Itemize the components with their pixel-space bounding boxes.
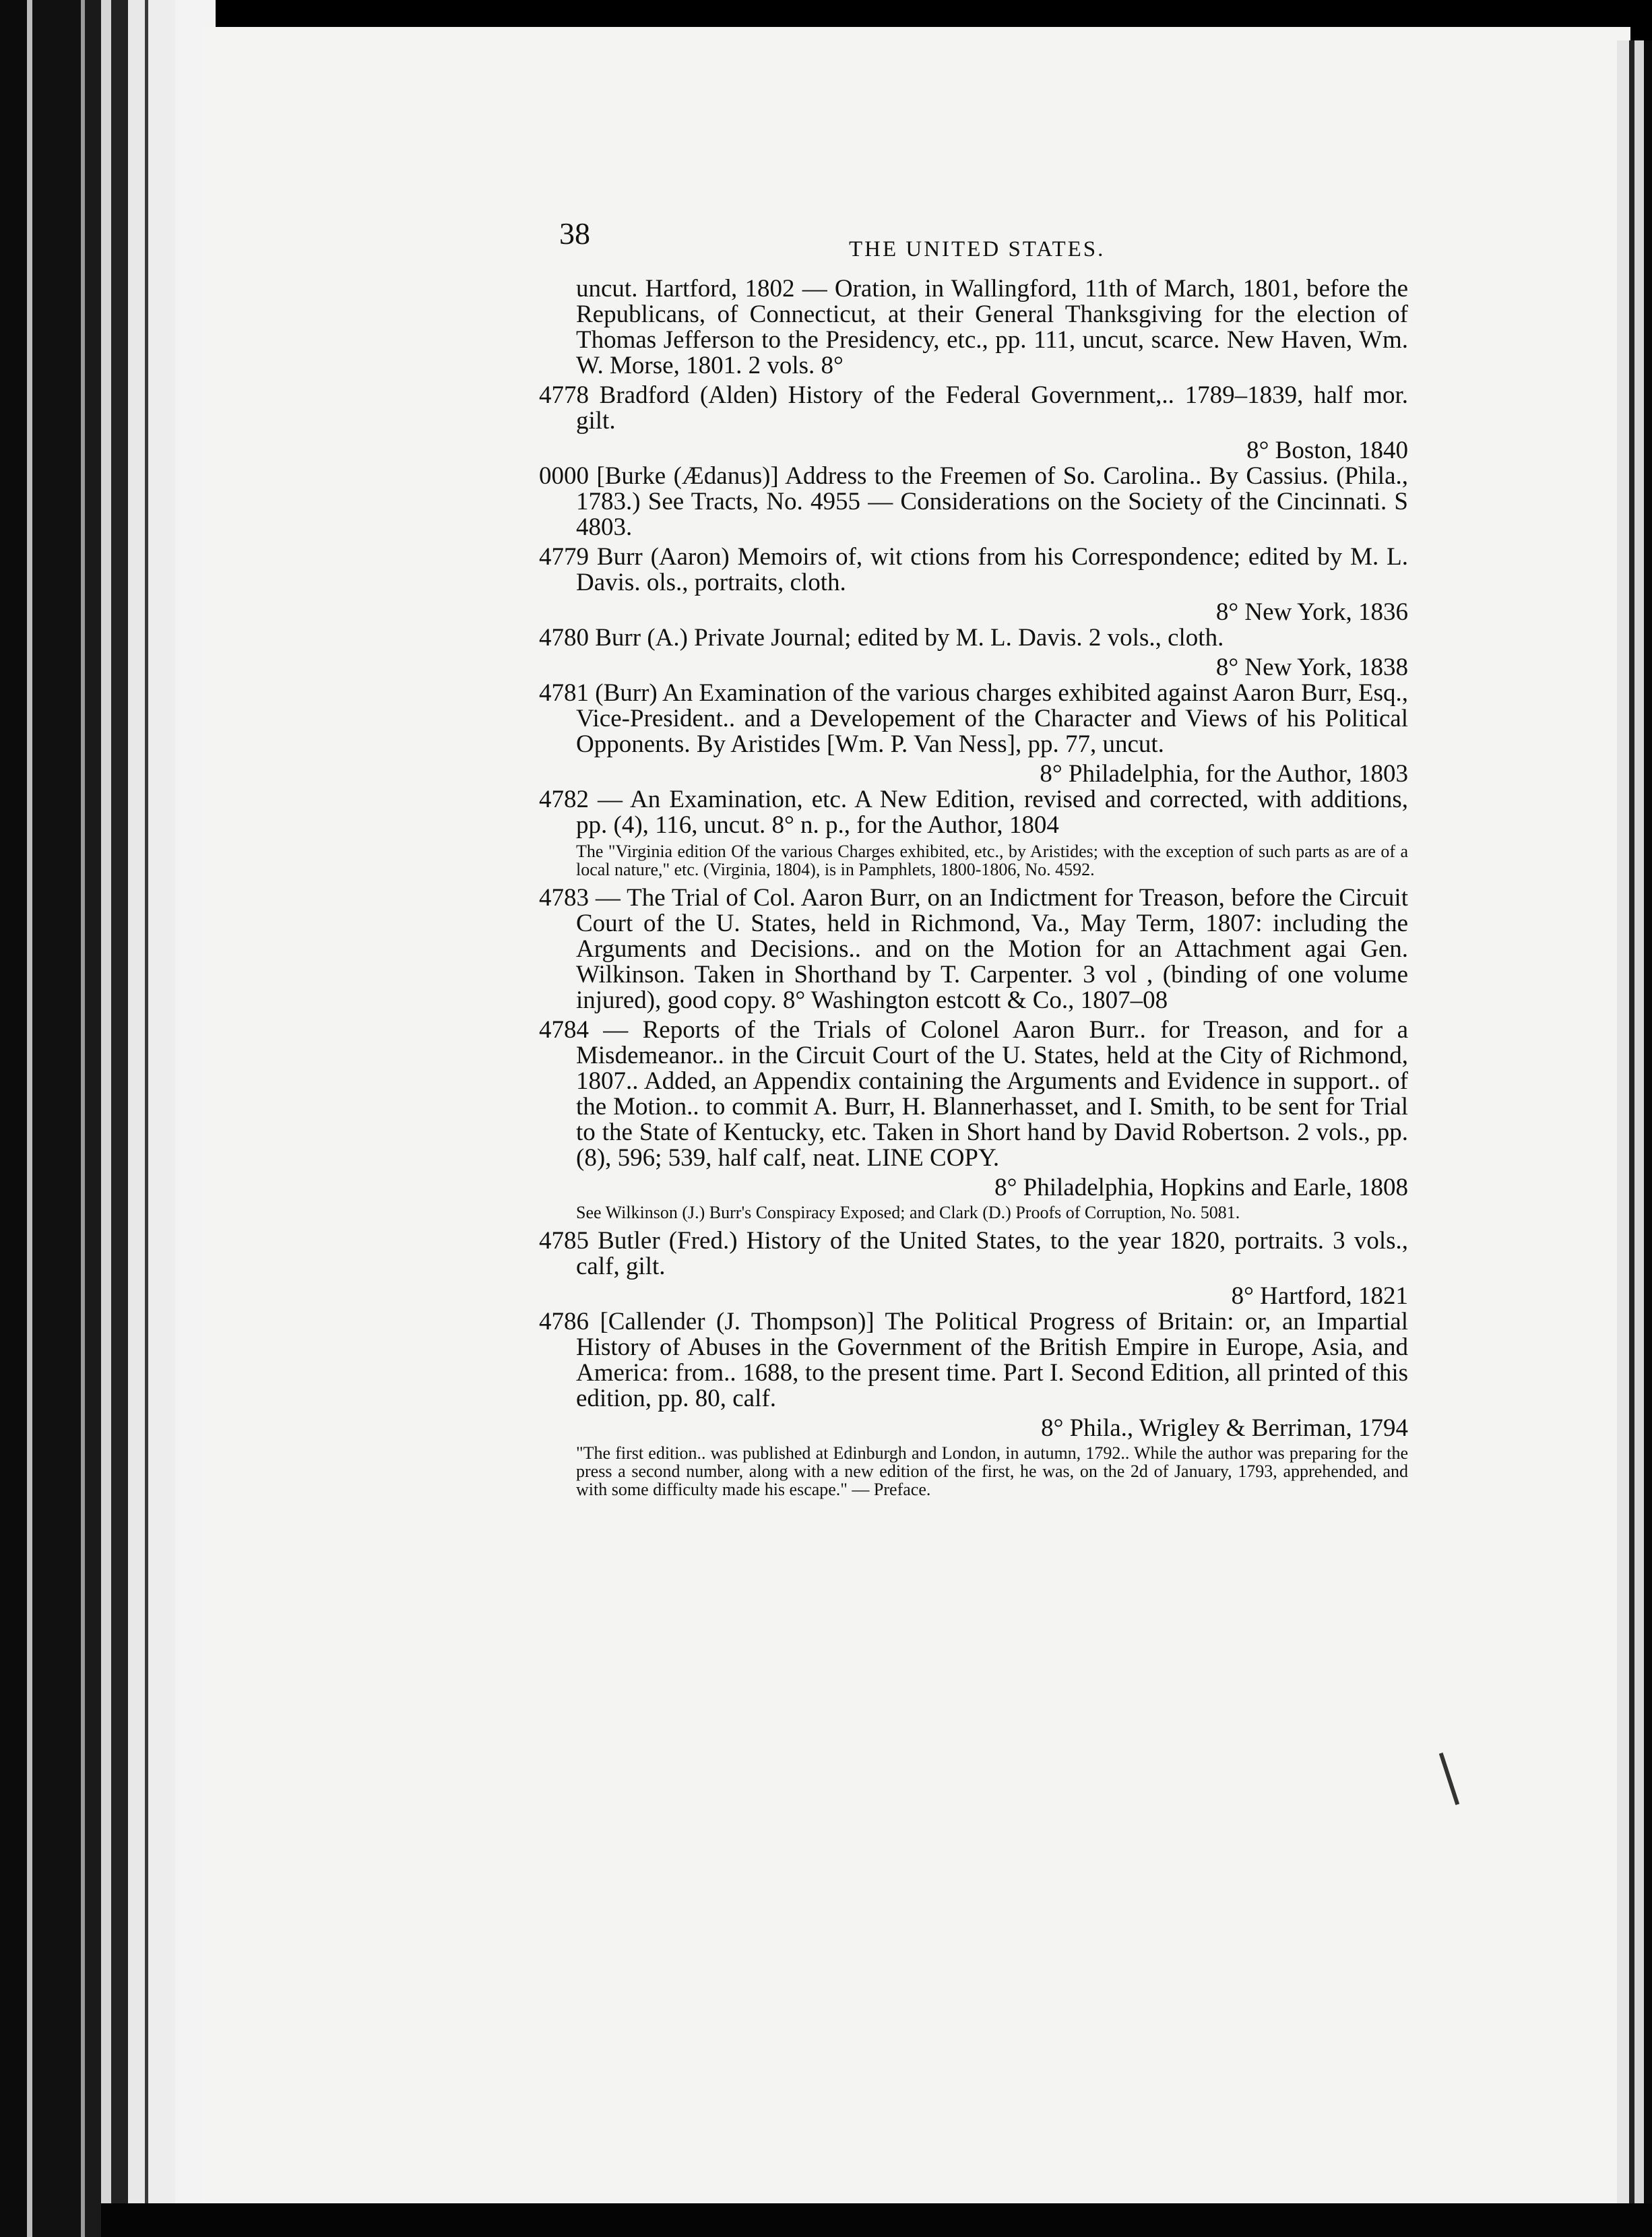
entry-imprint: 8° Philadelphia, Hopkins and Earle, 1808 <box>994 1174 1408 1201</box>
entry-4785 <box>539 1228 1408 1309</box>
entry-text: 4779 Burr (Aaron) Memoirs of, wit ctions from his Correspondence; edited by M. L. Davis. ols., portraits, cloth. <box>539 543 1408 596</box>
entry-note: The "Virginia edition Of the various Charges exhibited, etc., by Aristides; with the exception of such parts as are of a local nature," etc. (Virginia, 1804), is in Pamphlets, 1800-1806, No. 4592. <box>576 842 1408 879</box>
scan-border <box>101 2203 1652 2237</box>
entry-text: 4786 [Callender (J. Thompson)] The Political Progress of Britain: or, an Impartial History of Abuses in the Government of the British Empire in Europe, Asia, and America: from.. 1688, to the present time. Part I. Second Edition, all printed of this edition, pp. 80, calf. <box>539 1308 1408 1412</box>
entry-imprint: 8° Phila., Wrigley & Berriman, 1794 <box>1041 1414 1408 1442</box>
entry-text: 4782 — An Examination, etc. A New Edition, revised and corrected, with additions, pp. (4), 116, uncut. 8° n. p., for the Author, 1804 <box>539 786 1408 839</box>
book-page-edges <box>0 0 216 2237</box>
entry-text: 0000 [Burke (Ædanus)] Address to the Freemen of So. Carolina.. By Cassius. (Phila., 1783.) See Tracts, No. 4955 — Considerations on the Society of the Cincinnati. S 4803. <box>539 462 1408 541</box>
entry-text: 4780 Burr (A.) Private Journal; edited by M. L. Davis. 2 vols., cloth. <box>539 624 1224 652</box>
entry-note: "The first edition.. was published at Edinburgh and London, in autumn, 1792.. While the author was preparing for the press a second number, along with a new edition of the first, he was, on the 2d of January, 1793, apprehended, and with some difficulty made his escape." — Preface. <box>576 1443 1408 1499</box>
running-title: THE UNITED STATES. <box>849 237 1106 261</box>
entry-text: 4781 (Burr) An Examination of the various charges exhibited against Aaron Burr, Esq., Vice-President.. and a Developement of the Character and Views of his Political Opponents. By Aristides [Wm. P. Van Ness], pp. 77, uncut. <box>539 679 1408 758</box>
continuation-entry: uncut. Hartford, 1802 — Oration, in Wallingford, 11th of March, 1801, before the Republicans, of Connecticut, at their General Thanksgiving for the election of Thomas Jefferson to the Presidency, etc., pp. 111, uncut, scarce. New Haven, Wm. W. Morse, 1801. 2 vols. 8° <box>576 275 1408 379</box>
entry-4786 <box>539 1309 1408 1499</box>
entry-text: 4784 — Reports of the Trials of Colonel Aaron Burr.. for Treason, and for a Misdemeanor.. in the Circuit Court of the U. States, held at the City of Richmond, 1807.. Added, an Appendix containing the Arguments and Evidence in support.. of the Motion.. to commit A. Burr, H. Blannerhasset, and I. Smith, to be sent for Trial to the State of Kentucky, etc. Taken in Short hand by David Robertson. 2 vols., pp. (8), 596; 539, half calf, neat. LINE COPY. <box>539 1016 1408 1172</box>
entry-imprint: 8° Boston, 1840 <box>1246 437 1408 464</box>
entry-imprint: 8° Philadelphia, for the Author, 1803 <box>1040 760 1408 788</box>
entry-4778 <box>539 383 1408 464</box>
running-head <box>539 202 1408 276</box>
entry-imprint: 8° New York, 1838 <box>1215 654 1408 681</box>
entry-note: See Wilkinson (J.) Burr's Conspiracy Exposed; and Clark (D.) Proofs of Corruption, No. 5081. <box>576 1203 1240 1222</box>
page-content <box>539 202 1408 1505</box>
catalogue-text <box>539 276 1408 1499</box>
entry-text: 4785 Butler (Fred.) History of the United States, to the year 1820, portraits. 3 vols., calf, gilt. <box>539 1227 1408 1280</box>
entry-text: 4778 Bradford (Alden) History of the Federal Government,.. 1789–1839, half mor. gilt. <box>539 381 1408 435</box>
entry-4782 <box>539 787 1408 879</box>
entry-4779 <box>539 544 1408 625</box>
entry-4783 <box>539 885 1408 1013</box>
entry-text: 4783 — The Trial of Col. Aaron Burr, on an Indictment for Treason, before the Circuit Court of the U. States, held in Richmond, Va., May Term, 1807: including the Arguments and Decisions.. and on the Motion for an Attachment agai Gen. Wilkinson. Taken in Shorthand by T. Carpenter. 3 vol , (binding of one volume injured), good copy. 8° Washington estcott & Co., 1807–08 <box>539 884 1408 1014</box>
page-number: 38 <box>559 216 590 251</box>
entry-4784 <box>539 1017 1408 1222</box>
entry-0000 <box>539 464 1408 540</box>
entry-4780 <box>539 625 1408 681</box>
entry-4781 <box>539 681 1408 787</box>
entry-imprint: 8° Hartford, 1821 <box>1231 1282 1408 1310</box>
entry-imprint: 8° New York, 1836 <box>1215 598 1408 626</box>
right-page-edge <box>1617 40 1652 2224</box>
